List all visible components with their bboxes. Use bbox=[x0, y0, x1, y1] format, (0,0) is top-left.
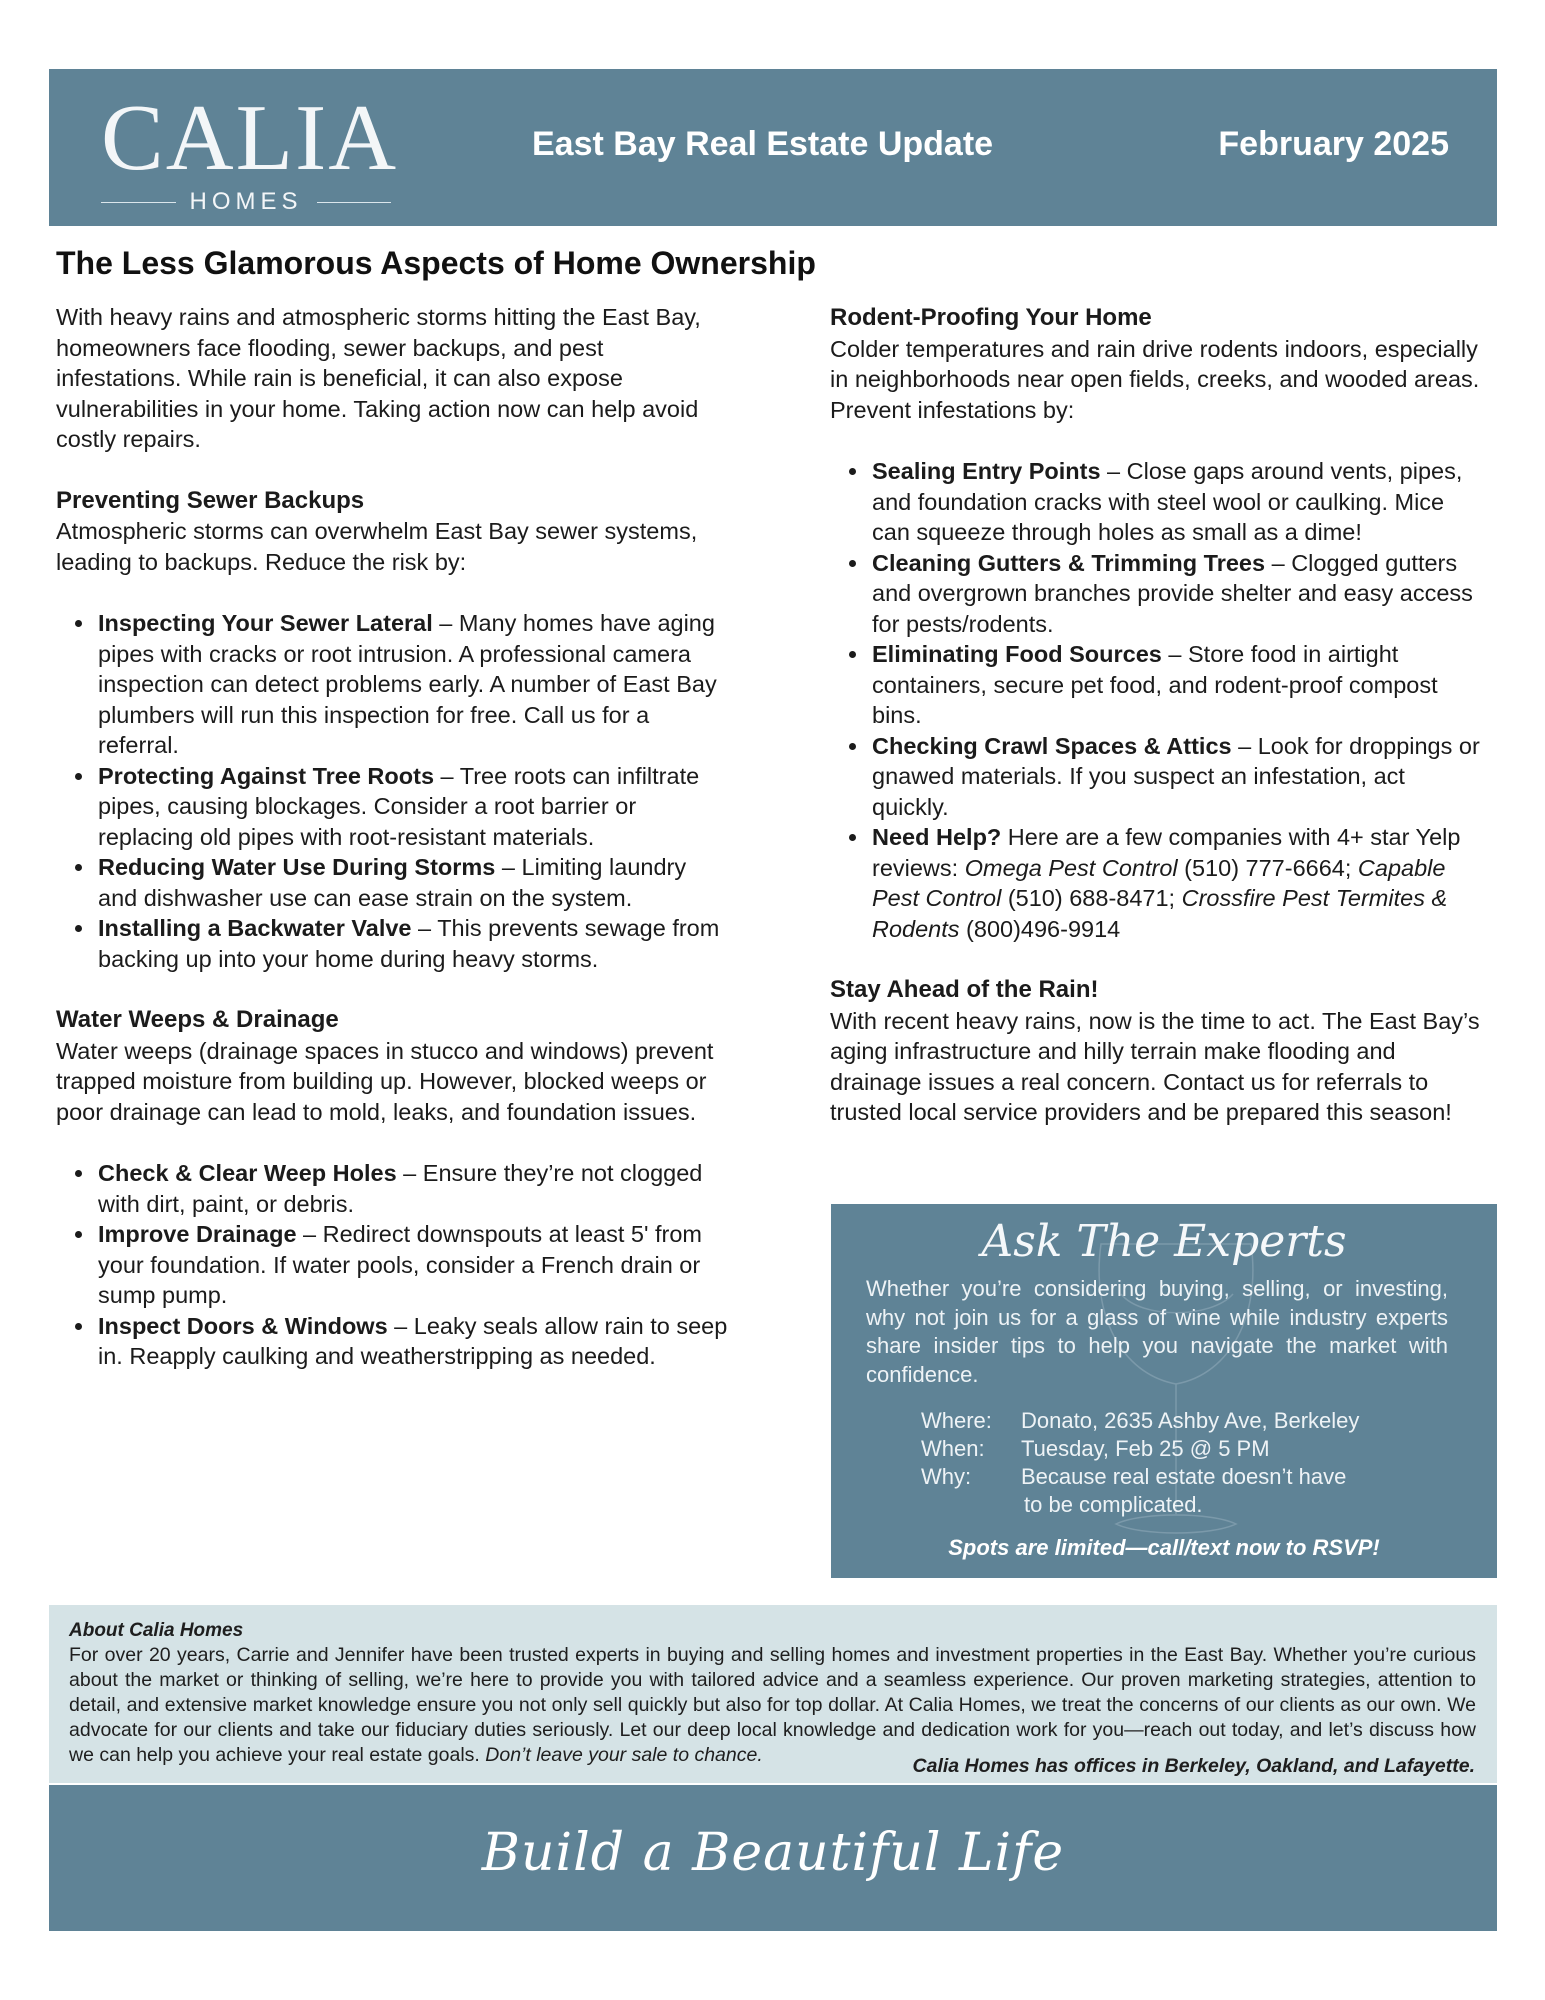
sewer-intro: Atmospheric storms can overwhelm East Bay sewer systems, leading to backups. Reduce the risk by: bbox=[56, 518, 698, 575]
weeps-heading: Water Weeps & Drainage bbox=[56, 1006, 339, 1033]
list-item: • Installing a Backwater Valve – This prevents sewage from backing up into your home during heavy storms. bbox=[96, 913, 728, 974]
ask-the-experts-box bbox=[831, 1204, 1497, 1578]
left-column bbox=[56, 302, 728, 1372]
about-section bbox=[49, 1605, 1497, 1783]
rain-heading: Stay Ahead of the Rain! bbox=[830, 976, 1099, 1003]
about-body: For over 20 years, Carrie and Jennifer have been trusted experts in buying and selling homes and investment properties in the East Bay. Whether you’re curious about the market or thinking of selling, we’re here to provide you with tailored advice and a seamless experience. Our proven marketing strategies, attention to detail, and extensive market knowledge ensure you not only sell quickly but also for top dollar. At Calia Homes, we treat the concerns of our clients as our own. We advocate for our clients and take our fiduciary duties seriously. Let our deep local knowledge and dedication work for you—reach out today, and let’s discuss how we can help you achieve your real estate goals. Don’t leave your sale to chance. bbox=[69, 1644, 1476, 1766]
list-item: • Sealing Entry Points – Close gaps around vents, pipes, and foundation cracks with steel wool or caulking. Mice can squeeze through holes as small as a dime! bbox=[870, 456, 1480, 548]
event-why: Why: Because real estate doesn’t have bbox=[921, 1464, 1347, 1489]
logo-subtitle-text: HOMES bbox=[189, 188, 303, 215]
about-slogan: Don’t leave your sale to chance. bbox=[485, 1744, 763, 1766]
company-omega: Omega Pest Control bbox=[964, 854, 1178, 881]
list-item: • Inspecting Your Sewer Lateral – Many homes have aging pipes with cracks or root intrusion. A professional camera inspection can detect problems early. A number of East Bay plumbers will run this inspection for free. Call us for a referral. bbox=[96, 608, 728, 761]
sewer-list bbox=[56, 608, 728, 974]
list-item: • Eliminating Food Sources – Store food in airtight containers, secure pet food, and rodent-proof compost bins. bbox=[870, 639, 1480, 731]
weeps-list bbox=[56, 1158, 728, 1372]
logo-rule-left bbox=[101, 202, 176, 203]
experts-title: Ask The Experts bbox=[981, 1216, 1347, 1267]
list-item: • Check & Clear Weep Holes – Ensure they’re not clogged with dirt, paint, or debris. bbox=[96, 1158, 728, 1219]
list-item: • Reducing Water Use During Storms – Limiting laundry and dishwasher use can ease strain on the system. bbox=[96, 852, 728, 913]
newsletter-date: February 2025 bbox=[1218, 125, 1449, 163]
article-title: The Less Glamorous Aspects of Home Ownership bbox=[56, 245, 816, 281]
sewer-heading: Preventing Sewer Backups bbox=[56, 486, 365, 514]
rodent-heading: Rodent-Proofing Your Home bbox=[830, 304, 1152, 331]
list-item: • Checking Crawl Spaces & Attics – Look for droppings or gnawed materials. If you suspect an infestation, act quickly. bbox=[870, 731, 1480, 823]
logo-wordmark: CALIA bbox=[101, 86, 399, 190]
event-where: Where: Donato, 2635 Ashby Ave, Berkeley bbox=[921, 1408, 1360, 1433]
article-intro: With heavy rains and atmospheric storms hitting the East Bay, homeowners face flooding, sewer backups, and pest infestations. While rain is beneficial, it can also expose vulnerabilities in your home. Taking action now can help avoid costly repairs. bbox=[56, 304, 701, 452]
event-why-continued: to be complicated. bbox=[1024, 1492, 1203, 1517]
office-locations: Calia Homes has offices in Berkeley, Oakland, and Lafayette. bbox=[912, 1755, 1475, 1777]
rodent-intro: Colder temperatures and rain drive rodents indoors, especially in neighborhoods near open fields, creeks, and wooded areas. Prevent infestations by: bbox=[830, 335, 1480, 423]
logo-rule-right bbox=[317, 202, 392, 203]
list-item: • Inspect Doors & Windows – Leaky seals allow rain to seep in. Reapply caulking and weatherstripping as needed. bbox=[96, 1311, 728, 1372]
right-column bbox=[830, 303, 1480, 1128]
rain-body: With recent heavy rains, now is the time to act. The East Bay’s aging infrastructure and hilly terrain make flooding and drainage issues a real concern. Contact us for referrals to trusted local service providers and be prepared this season! bbox=[830, 1007, 1480, 1125]
rsvp-callout: Spots are limited—call/text now to RSVP! bbox=[948, 1535, 1380, 1560]
list-item: • Protecting Against Tree Roots – Tree roots can infiltrate pipes, causing blockages. Consider a root barrier or replacing old pipes with root-resistant materials. bbox=[96, 761, 728, 853]
newsletter-title: East Bay Real Estate Update bbox=[532, 125, 994, 163]
company-capable: Capable Pest Control bbox=[872, 854, 1446, 911]
footer-banner bbox=[49, 1785, 1497, 1931]
rodent-list bbox=[830, 456, 1480, 944]
header-banner bbox=[49, 69, 1497, 226]
list-item: • Cleaning Gutters & Trimming Trees – Clogged gutters and overgrown branches provide shelter and easy access for pests/rodents. bbox=[870, 548, 1480, 640]
experts-description: Whether you’re considering buying, selling, or investing, why not join us for a glass of wine while industry experts share insider tips to help you navigate the market with confidence. bbox=[866, 1276, 1448, 1387]
about-title: About Calia Homes bbox=[69, 1620, 244, 1641]
need-help-item: • Need Help? Here are a few companies with 4+ star Yelp reviews: Omega Pest Control (510) 777-6664; Capable Pest Control (510) 688-8471; Crossfire Pest Termites & Rodents (800)496-9914 bbox=[870, 822, 1480, 944]
event-when: When: Tuesday, Feb 25 @ 5 PM bbox=[921, 1436, 1270, 1461]
event-details bbox=[921, 1407, 1424, 1519]
footer-tagline: Build a Beautiful Life bbox=[481, 1823, 1065, 1883]
company-crossfire: Crossfire Pest Termites & Rodents bbox=[872, 885, 1448, 942]
list-item: • Improve Drainage – Redirect downspouts at least 5' from your foundation. If water pools, consider a French drain or sump pump. bbox=[96, 1219, 728, 1311]
logo-subtitle bbox=[101, 189, 391, 215]
weeps-intro: Water weeps (drainage spaces in stucco and windows) prevent trapped moisture from building up. However, blocked weeps or poor drainage can lead to mold, leaks, and foundation issues. bbox=[56, 1037, 714, 1125]
